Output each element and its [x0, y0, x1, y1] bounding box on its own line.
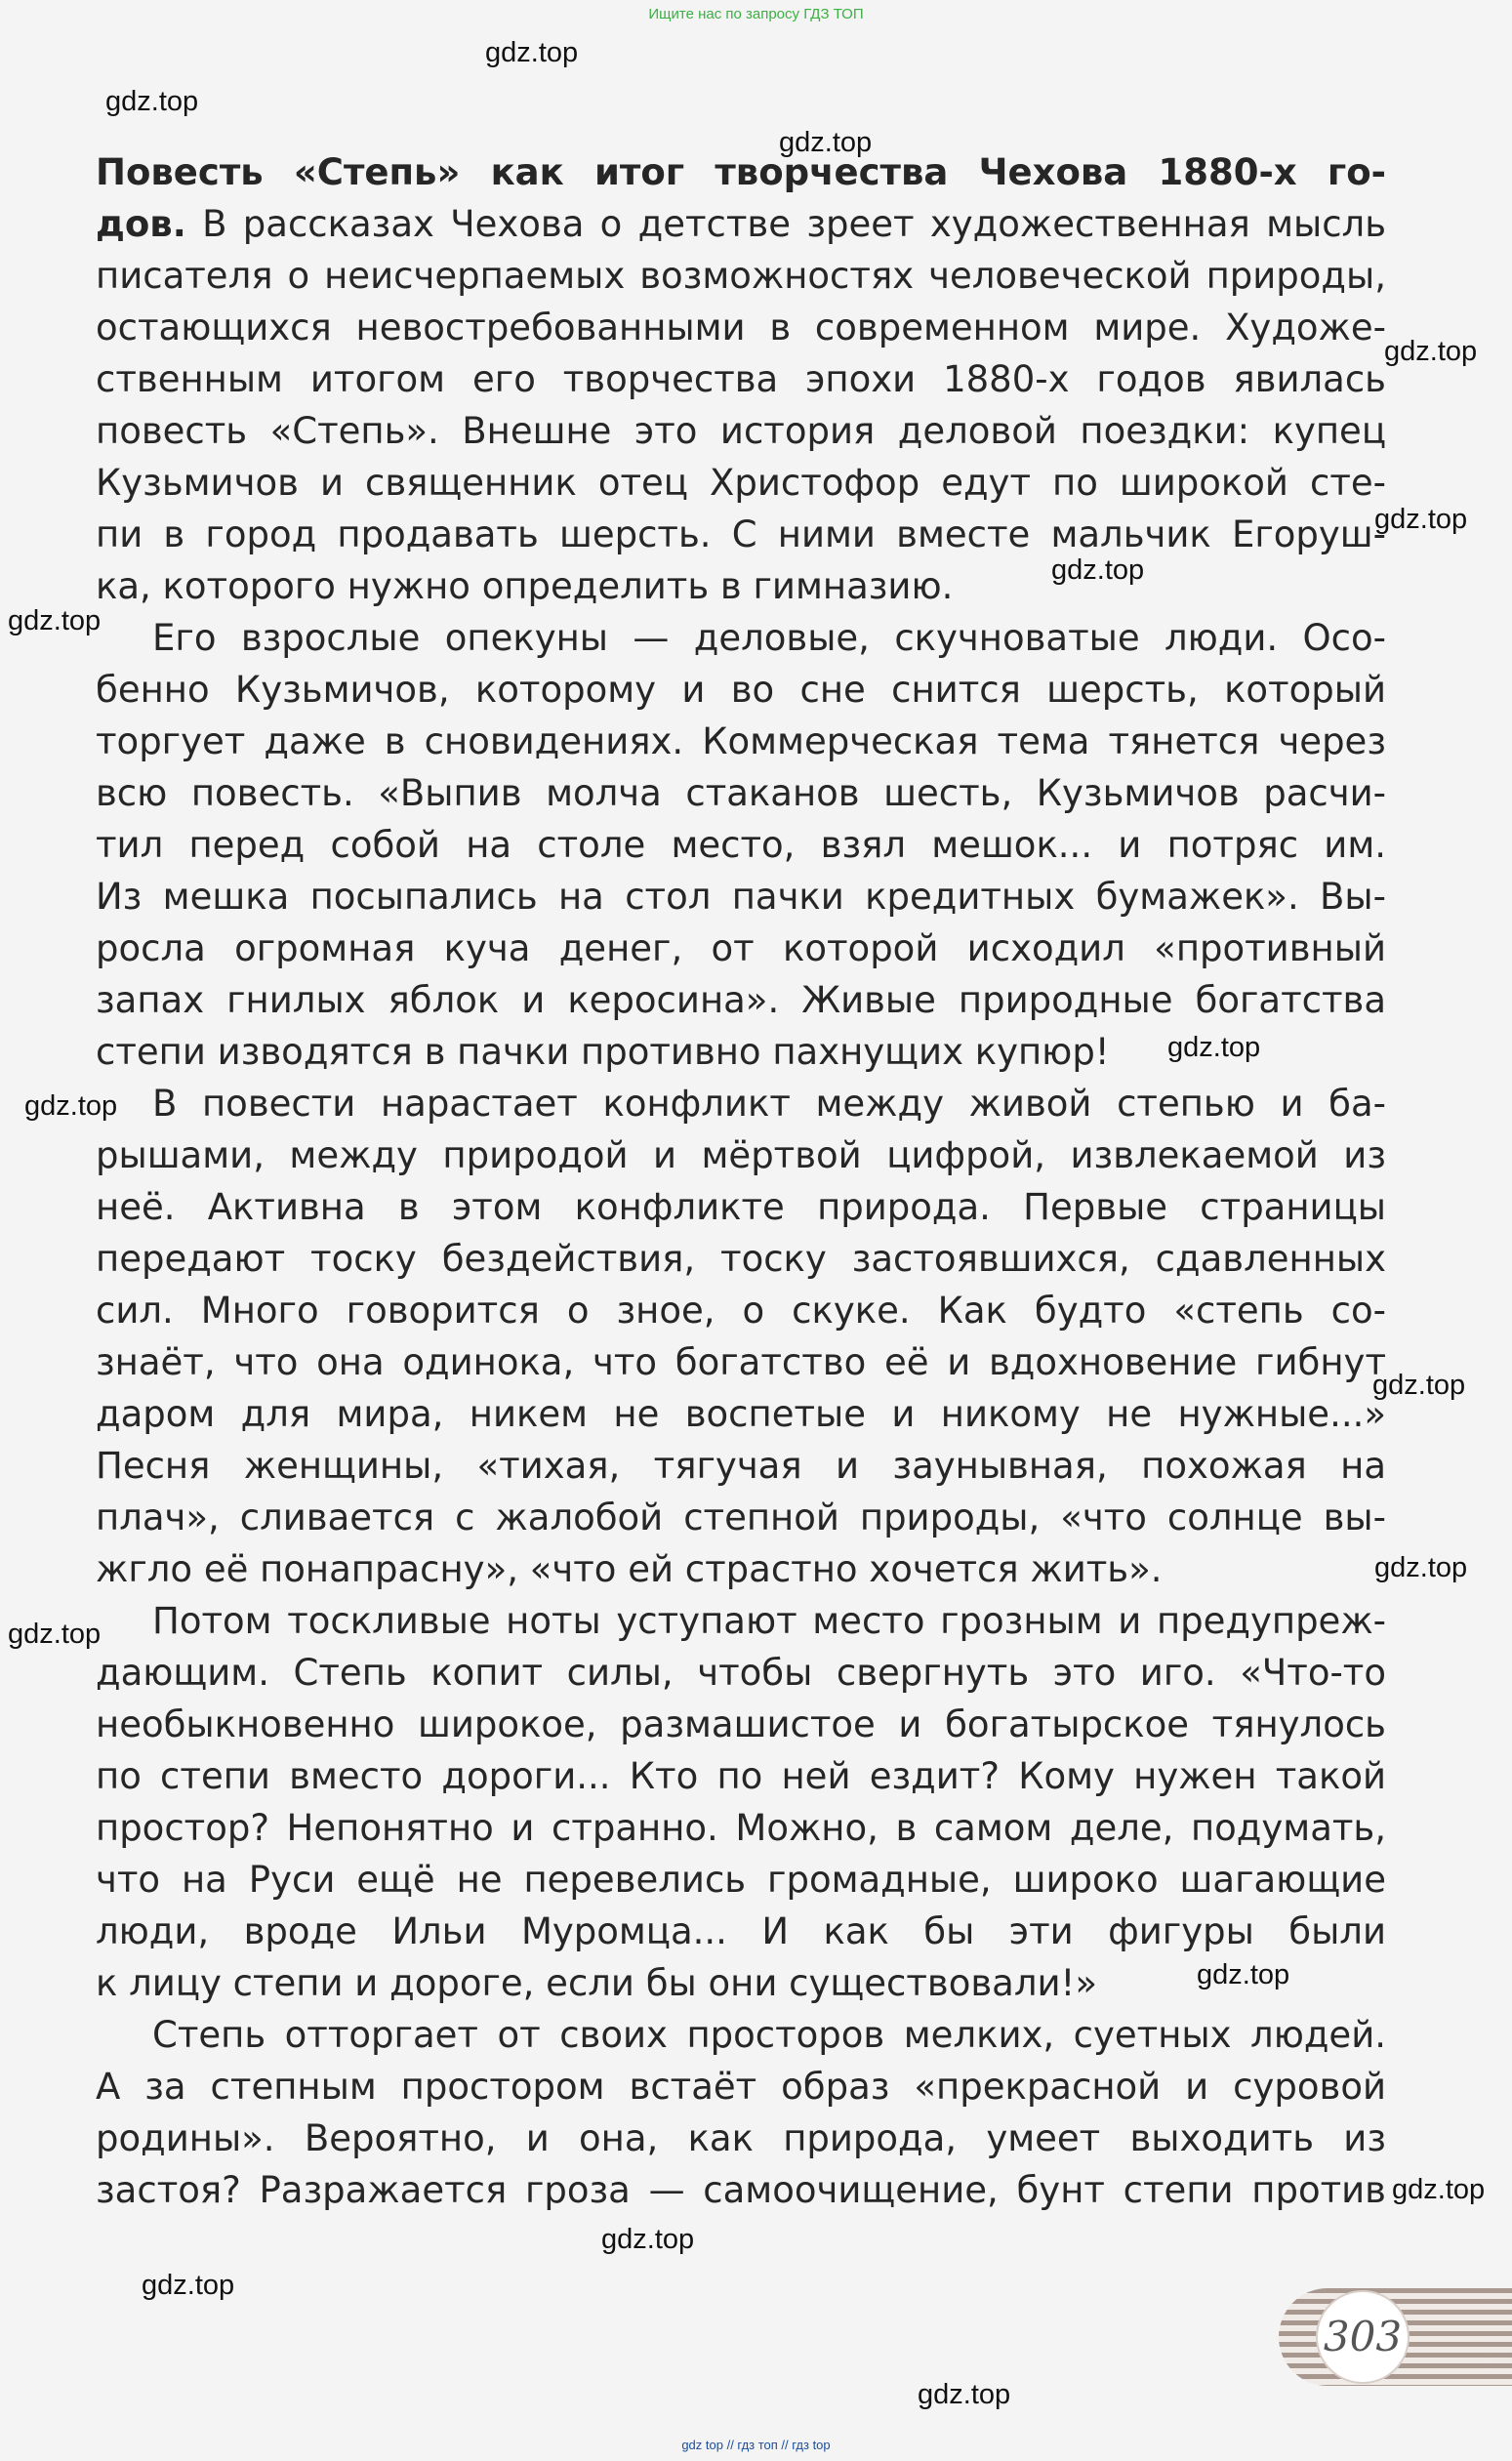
text-line-content: родины». Вероятно, и она, как природа, умеет выходить из [96, 2117, 1386, 2159]
text-line [96, 1388, 1386, 1440]
watermark-text: gdz.top [1374, 504, 1468, 535]
article-text [96, 146, 1386, 2216]
text-line [96, 1543, 1386, 1595]
text-line [96, 1233, 1386, 1285]
text-line [96, 2009, 1386, 2061]
watermark-text: gdz.top [1051, 554, 1145, 586]
watermark-text: gdz.top [24, 1090, 118, 1122]
text-line [96, 509, 1386, 560]
watermark-text: gdz.top [601, 2224, 695, 2255]
text-line [96, 923, 1386, 974]
text-line [96, 1750, 1386, 1802]
text-line-content: А за степным простором встаёт образ «прекрасной и суровой [96, 2066, 1386, 2108]
text-line [96, 819, 1386, 871]
text-line-content: росла огромная куча денег, от которой исходил «противный [96, 927, 1386, 969]
text-line [96, 302, 1386, 353]
watermark-text: gdz.top [485, 37, 579, 68]
text-line-content: Потом тоскливые ноты уступают место грозным и предупреж- [152, 1600, 1386, 1642]
text-line [96, 1957, 1386, 2009]
text-line-content: степи изводятся в пачки противно пахнущих купюр! [96, 1031, 1110, 1073]
text-line [96, 1802, 1386, 1854]
watermark-text: gdz.top [779, 127, 873, 158]
text-line [96, 560, 1386, 612]
text-line [96, 405, 1386, 457]
text-line [96, 1492, 1386, 1543]
text-line [96, 250, 1386, 302]
text-line-content: по степи вместо дороги... Кто по ней ездит? Кому нужен такой [96, 1755, 1386, 1797]
text-line-content: даром для мира, никем не воспетые и никому не нужные...» [96, 1393, 1386, 1435]
text-line-content: дающим. Степь копит силы, чтобы свергнуть это иго. «Что-то [96, 1652, 1386, 1694]
text-line-content: ка, которого нужно определить в гимназию. [96, 565, 954, 607]
text-line [96, 1440, 1386, 1492]
watermark-text: gdz.top [1374, 1552, 1468, 1583]
text-line [96, 1078, 1386, 1129]
text-line-content: бенно Кузьмичов, которому и во сне снится шерсть, который [96, 669, 1386, 711]
text-line [96, 353, 1386, 405]
text-line-content: остающихся невостребованными в современном мире. Художе- [96, 307, 1386, 349]
text-line [96, 1285, 1386, 1336]
text-line-bold-part: дов. [96, 203, 186, 245]
text-line-content: тил перед собой на столе место, взял мешок... и потряс им. [96, 824, 1386, 866]
text-line [96, 1129, 1386, 1181]
text-line-content: Степь отторгает от своих просторов мелких, суетных людей. [152, 2014, 1386, 2056]
text-line [96, 457, 1386, 509]
text-line [96, 1854, 1386, 1906]
text-line-content: сил. Много говорится о зное, о скуке. Как будто «степь со- [96, 1290, 1386, 1332]
text-line-content: В рассказах Чехова о детстве зреет художественная мысль [185, 203, 1386, 245]
text-line [96, 612, 1386, 664]
text-line-content: жгло её понапрасну», «что ей страстно хочется жить». [96, 1548, 1163, 1590]
text-line-content: пи в город продавать шерсть. С ними вместе мальчик Егоруш- [96, 513, 1386, 555]
text-line [96, 871, 1386, 923]
text-line [96, 2061, 1386, 2112]
text-line [96, 1647, 1386, 1699]
text-line [96, 664, 1386, 716]
text-line-content: торгует даже в сновидениях. Коммерческая тема тянется через [96, 720, 1386, 762]
text-line-content: передают тоску бездействия, тоску застоявшихся, сдавленных [96, 1238, 1386, 1280]
text-line-content: знаёт, что она одинока, что богатство её и вдохновение гибнут [96, 1341, 1386, 1383]
text-line [96, 2112, 1386, 2164]
text-line [96, 1906, 1386, 1957]
text-line-content: люди, вроде Ильи Муромца... И как бы эти фигуры были [96, 1910, 1386, 1952]
watermark-text: gdz.top [918, 2379, 1011, 2410]
text-line-content: простор? Непонятно и странно. Можно, в самом деле, подумать, [96, 1807, 1386, 1849]
text-line-content: Его взрослые опекуны — деловые, скучноватые люди. Осо- [152, 617, 1386, 659]
text-line-content: плач», сливается с жалобой степной природы, «что солнце вы- [96, 1497, 1386, 1538]
watermark-text: gdz.top [105, 86, 199, 117]
text-line-content: застоя? Разражается гроза — самоочищение, бунт степи против [96, 2169, 1386, 2211]
text-line [96, 767, 1386, 819]
text-line [96, 198, 1386, 250]
text-line-content: Песня женщины, «тихая, тягучая и заунывная, похожая на [96, 1445, 1386, 1487]
page-number: 303 [1323, 2313, 1403, 2360]
text-line [96, 716, 1386, 767]
text-line-content: всю повесть. «Выпив молча стаканов шесть, Кузьмичов расчи- [96, 772, 1386, 814]
text-line-content: запах гнилых яблок и керосина». Живые природные богатства [96, 979, 1386, 1021]
text-line [96, 1595, 1386, 1647]
watermark-text: gdz.top [8, 1619, 102, 1650]
text-line-content: неё. Активна в этом конфликте природа. Первые страницы [96, 1186, 1386, 1228]
text-line [96, 1336, 1386, 1388]
watermark-text: gdz.top [1197, 1959, 1290, 1990]
watermark-text: gdz.top [8, 605, 102, 636]
text-line-content: необыкновенно широкое, размашистое и богатырское тянулось [96, 1703, 1386, 1745]
text-line [96, 1181, 1386, 1233]
watermark-text: gdz.top [1384, 336, 1478, 367]
text-line-content: что на Руси ещё не перевелись громадные, широко шагающие [96, 1859, 1386, 1901]
bottom-banner: gdz top // гдз топ // гдз top [681, 2438, 831, 2452]
text-line-content: Повесть «Степь» как итог творчества Чехова 1880-х го- [96, 151, 1386, 193]
top-banner: Ищите нас по запросу ГДЗ ТОП [648, 6, 864, 22]
watermark-text: gdz.top [1167, 1032, 1261, 1063]
text-line-content: Из мешка посыпались на стол пачки кредитных бумажек». Вы- [96, 876, 1386, 918]
text-line-content: к лицу степи и дороге, если бы они существовали!» [96, 1962, 1098, 2004]
watermark-text: gdz.top [1372, 1370, 1466, 1401]
text-line [96, 1699, 1386, 1750]
watermark-text: gdz.top [142, 2270, 235, 2301]
text-line-content: В повести нарастает конфликт между живой степью и ба- [152, 1083, 1386, 1125]
text-line-content: рышами, между природой и мёртвой цифрой, извлекаемой из [96, 1134, 1386, 1176]
text-line [96, 146, 1386, 198]
watermark-text: gdz.top [1392, 2174, 1486, 2205]
text-line [96, 2164, 1386, 2216]
text-line-content: ственным итогом его творчества эпохи 1880-х годов явилась [96, 358, 1386, 400]
text-line-content: Кузьмичов и священник отец Христофор едут по широкой сте- [96, 462, 1386, 504]
text-line [96, 974, 1386, 1026]
text-line-content: повесть «Степь». Внешне это история деловой поездки: купец [96, 410, 1386, 452]
text-line-content: писателя о неисчерпаемых возможностях человеческой природы, [96, 255, 1386, 297]
